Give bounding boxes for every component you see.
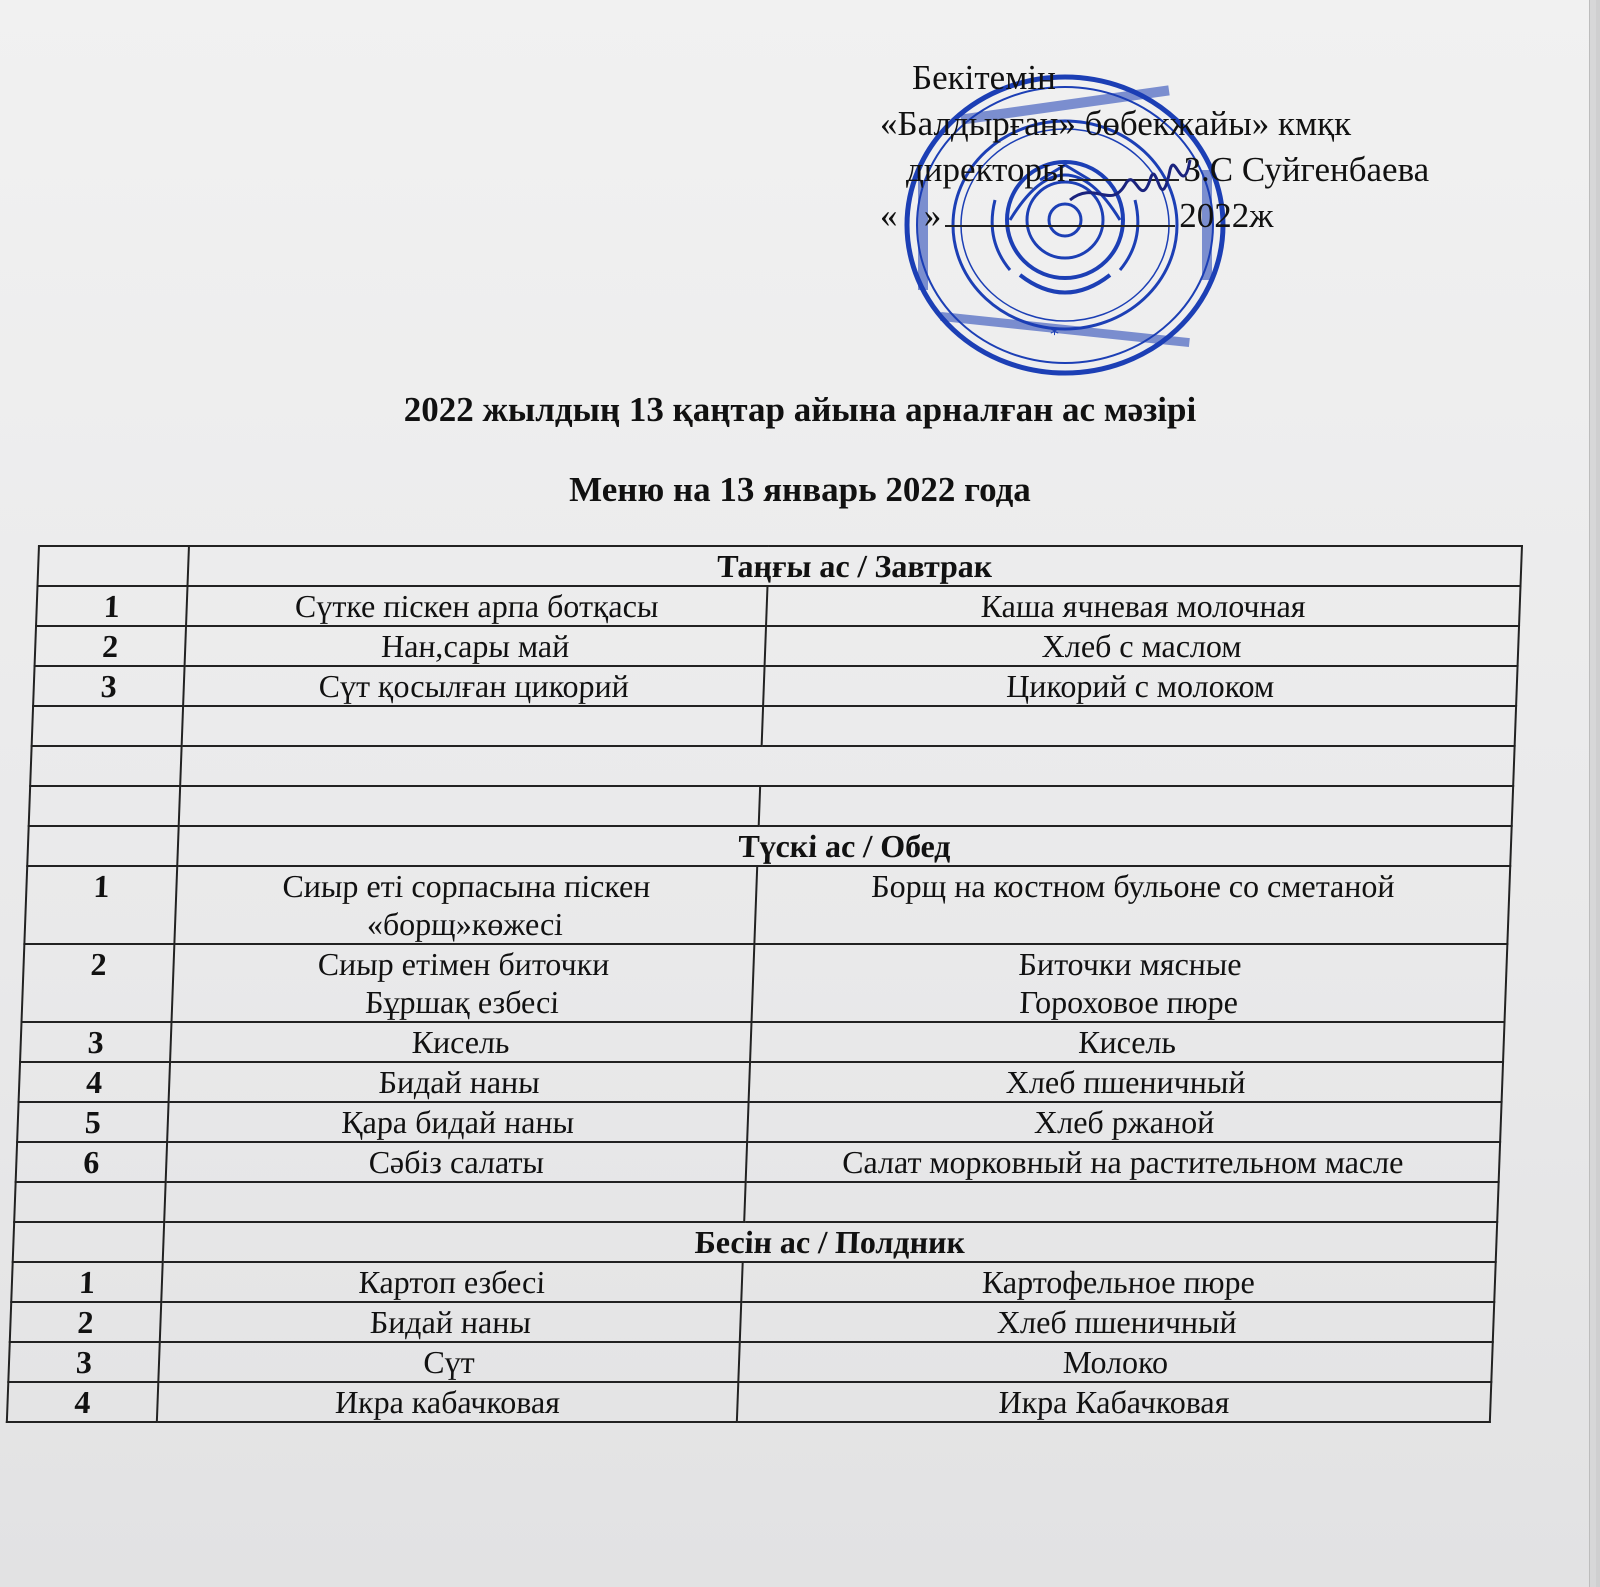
table-row: 4 Икра кабачковая Икра Кабачковая [7,1382,1491,1422]
table-row: 1 Сиыр еті сорпасына піскен «борщ»көжесі Борщ на костном бульоне со сметаной [24,866,1510,944]
table-row: 3 Кисель Кисель [20,1022,1504,1062]
table-row: 5 Қара бидай наны Хлеб ржаной [17,1102,1501,1142]
table-row: 3 Сүт Молоко [8,1342,1492,1382]
snack-header-row [13,1222,1497,1262]
page-edge [1589,0,1596,1587]
approval-director-label: директоры [906,150,1066,189]
table-row: 3 Сүт қосылған цикорий Цикорий с молоком [33,666,1517,706]
table-row: 1 Сүтке піскен арпа ботқасы Каша ячневая молочная [36,586,1520,626]
date-quote-open: « [880,196,898,235]
empty-row [32,706,1516,746]
menu-table-wrapper [6,545,1523,1423]
empty-row [30,746,1514,786]
snack-heading: Бесін ас / Полдник [163,1222,1497,1262]
breakfast-header-row [37,546,1521,586]
empty-row [14,1182,1498,1222]
title-kazakh: 2022 жылдың 13 қаңтар айына арналған ас мәзірі [403,390,1197,429]
lunch-heading: Түскі ас / Обед [177,826,1511,866]
signature [1065,140,1195,230]
title-russian: Меню на 13 январь 2022 года [569,470,1031,509]
breakfast-heading: Таңғы ас / Завтрак [187,546,1521,586]
empty-row [29,786,1513,826]
table-row: 6 Сәбіз салаты Салат морковный на растительном масле [16,1142,1500,1182]
svg-text:*: * [1050,324,1059,345]
table-row: 1 Картоп езбесі Картофельное пюре [11,1262,1495,1302]
table-row: 4 Бидай наны Хлеб пшеничный [19,1062,1503,1102]
lunch-header-row [27,826,1511,866]
date-quote-close: » [923,196,942,235]
approval-year: 2022ж [1179,196,1274,235]
approval-line-2: «Балдырған» бөбекжайы» кмқк [880,104,1352,143]
approval-line-1: Бекітемін [912,58,1056,97]
table-row: 2 Сиыр етімен биточки Бұршақ езбесі Биточки мясные Гороховое пюре [22,944,1508,1022]
approval-director-name: З.С Суйгенбаева [1183,150,1430,189]
table-row: 2 Бидай наны Хлеб пшеничный [10,1302,1494,1342]
menu-table [6,545,1523,1423]
table-row: 2 Нан,сары май Хлеб с маслом [35,626,1519,666]
